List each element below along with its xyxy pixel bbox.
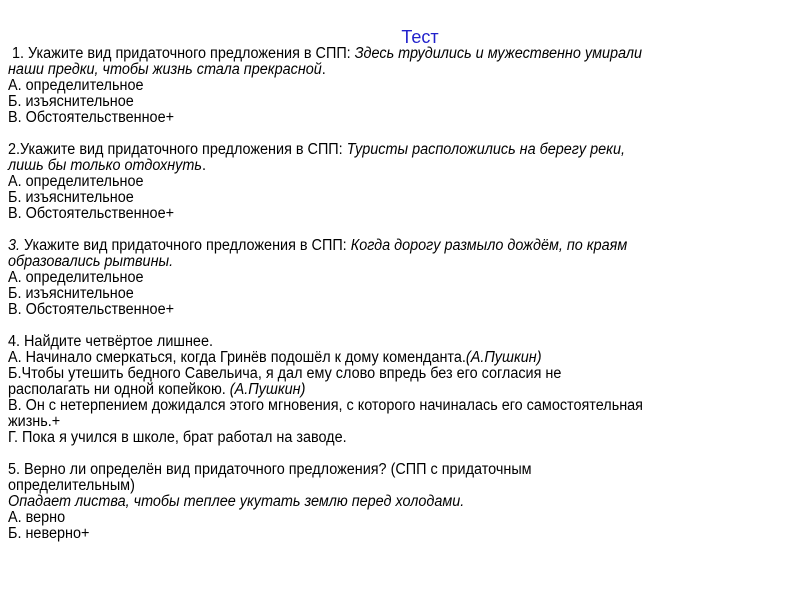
italic-text: Здесь трудились и мужественно умирали (354, 45, 643, 62)
italic-text: Опадает листва, чтобы теплее укутать землю перед холодами. (8, 493, 465, 510)
question-line (8, 478, 743, 494)
question-1 (8, 46, 798, 126)
text: В. Он с нетерпением дожидался этого мгновения, с которого начиналась его самостоятельная (8, 397, 644, 414)
italic-text: Туристы расположились на берегу реки, (346, 141, 625, 158)
question-line (8, 78, 743, 94)
text: Г. Пока я учился в школе, брат работал на заводе. (8, 429, 347, 446)
spacer (8, 126, 798, 142)
page-title: Тест (401, 27, 439, 47)
question-line (8, 430, 743, 446)
test-content (8, 46, 798, 542)
question-line (8, 206, 743, 222)
question-text (8, 142, 743, 158)
text: Б. изъяснительное (8, 285, 134, 302)
text: А. определительное (8, 173, 144, 190)
question-5 (8, 462, 798, 542)
text: А. определительное (8, 77, 144, 94)
text: А. верно (8, 509, 66, 526)
text: Б.Чтобы утешить бедного Савельича, я дал ему слово впредь без его согласия не (8, 365, 562, 382)
question-text (8, 46, 743, 62)
question-3 (8, 238, 798, 318)
question-line (8, 286, 743, 302)
question-text (8, 462, 743, 478)
spacer (8, 318, 798, 334)
text: В. Обстоятельственное+ (8, 109, 175, 126)
question-text (8, 238, 743, 254)
text: А. определительное (8, 269, 144, 286)
question-line (8, 190, 743, 206)
italic-text: (А.Пушкин) (229, 381, 306, 398)
spacer (8, 222, 798, 238)
text: В. Обстоятельственное+ (8, 301, 175, 318)
text: Б. изъяснительное (8, 189, 134, 206)
question-4 (8, 334, 798, 446)
italic-text: 3. (8, 237, 21, 254)
question-line (8, 158, 743, 174)
question-2 (8, 142, 798, 222)
text: Б. изъяснительное (8, 93, 134, 110)
question-line (8, 110, 743, 126)
text: . (321, 61, 326, 78)
question-text (8, 334, 743, 350)
question-line (8, 62, 743, 78)
question-line (8, 302, 743, 318)
question-line (8, 350, 743, 366)
text: располагать ни одной копейкою. (8, 381, 230, 398)
question-line (8, 414, 743, 430)
text: . (201, 157, 206, 174)
text: А. Начинало смеркаться, когда Гринёв подошёл к дому коменданта. (8, 349, 466, 366)
question-line (8, 510, 743, 526)
italic-text: (А.Пушкин) (465, 349, 542, 366)
italic-text: наши предки, чтобы жизнь стала прекрасной (8, 61, 322, 78)
text: 4. Найдите четвёртое лишнее. (8, 333, 213, 350)
question-line (8, 382, 743, 398)
text: Укажите вид придаточного предложения в СПП: (20, 237, 351, 254)
text: жизнь.+ (8, 413, 61, 430)
question-line (8, 174, 743, 190)
question-line (8, 94, 743, 110)
text: Б. неверно+ (8, 525, 90, 542)
question-line (8, 494, 743, 510)
italic-text: образовались рытвины. (8, 253, 174, 270)
text: 5. Верно ли определён вид придаточного предложения? (СПП с придаточным (8, 461, 532, 478)
italic-text: лишь бы только отдохнуть (8, 157, 202, 174)
question-line (8, 254, 743, 270)
text: 2.Укажите вид придаточного предложения в СПП: (8, 141, 347, 158)
question-line (8, 526, 743, 542)
question-line (8, 366, 743, 382)
spacer (8, 446, 798, 462)
text: В. Обстоятельственное+ (8, 205, 175, 222)
question-line (8, 270, 743, 286)
text: 1. Укажите вид придаточного предложения в СПП: (8, 45, 355, 62)
italic-text: Когда дорогу размыло дождём, по краям (350, 237, 628, 254)
question-line (8, 398, 743, 414)
text: определительным) (8, 477, 135, 494)
